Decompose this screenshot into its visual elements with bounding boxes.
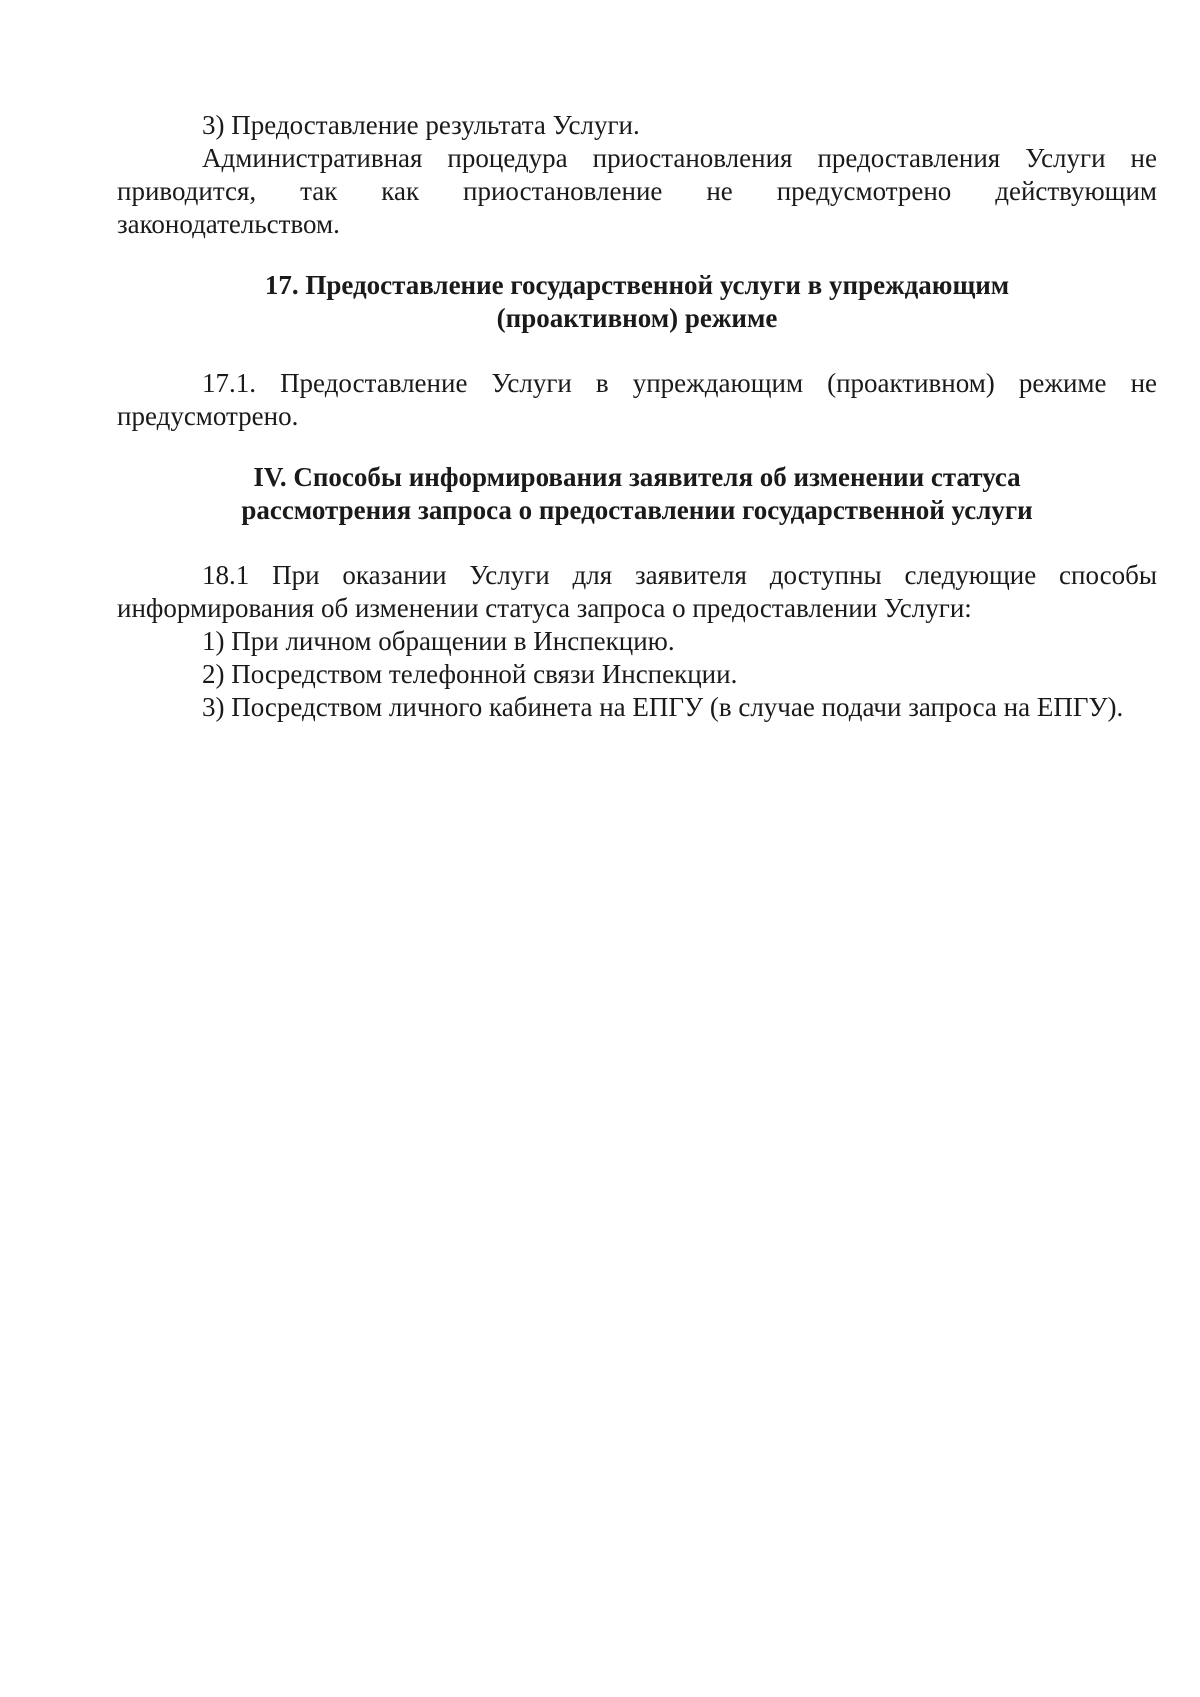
paragraph-result-item: 3) Предоставление результата Услуги. <box>202 110 640 140</box>
list-item-telephone: 2) Посредством телефонной связи Инспекции. <box>202 659 738 689</box>
list-item-in-person: 1) При личном обращении в Инспекцию. <box>202 626 675 656</box>
section-17-heading-line2: (проактивном) режиме <box>496 303 778 333</box>
section-17-heading-line1: 17. Предоставление государственной услуги в упреждающим <box>264 270 1010 300</box>
list-item-epgu-cabinet: 3) Посредством личного кабинета на ЕПГУ (в случае подачи запроса на ЕПГУ). <box>202 692 1124 722</box>
paragraph-suspension-note: Административная процедура приостановления предоставления Услуги не приводится, так как приостановление не предусмотрено действующим законодательством. <box>117 143 1157 239</box>
paragraph-17-1: 17.1. Предоставление Услуги в упреждающим (проактивном) режиме не предусмотрено. <box>117 368 1157 431</box>
section-17-heading <box>117 269 1157 335</box>
section-iv-heading-line2: рассмотрения запроса о предоставлении государственной услуги <box>241 495 1033 525</box>
paragraph-18-1: 18.1 При оказании Услуги для заявителя доступны следующие способы информирования об изменении статуса запроса о предоставлении Услуги: <box>117 560 1157 623</box>
document-body <box>117 109 1157 724</box>
section-iv-heading-line1: IV. Способы информирования заявителя об изменении статуса <box>253 462 1021 492</box>
section-iv-heading <box>117 461 1157 527</box>
